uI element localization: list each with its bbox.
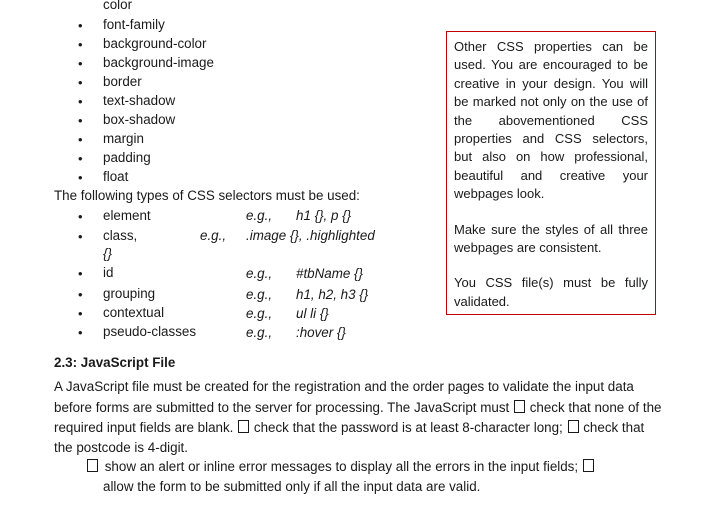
text-fragment: check that none of the <box>529 400 662 415</box>
paragraph-line: the postcode is 4-digit. <box>54 440 188 455</box>
text-fragment: show an alert or inline error messages to display all the errors in the input fields; <box>104 459 579 474</box>
paragraph-line <box>54 420 644 435</box>
bullet-icon: • <box>78 229 83 244</box>
paragraph-line: allow the form to be submitted only if all the input data are valid. <box>103 479 481 494</box>
bullet-icon: • <box>78 209 83 224</box>
list-item: padding <box>103 150 151 165</box>
bullet-icon: • <box>78 75 83 90</box>
list-item: background-color <box>103 36 207 51</box>
list-item: color <box>103 0 133 12</box>
bullet-icon: • <box>78 113 83 128</box>
list-item: border <box>103 74 142 89</box>
bullet-icon: • <box>78 94 83 109</box>
bullet-icon: • <box>78 151 83 166</box>
section-heading: 2.3: JavaScript File <box>54 355 176 370</box>
side-note-box <box>446 31 656 315</box>
bullet-icon: • <box>78 170 83 185</box>
bullet-icon: • <box>78 266 83 281</box>
selector-example-continuation: {} <box>103 246 112 261</box>
list-item: font-family <box>103 17 165 32</box>
selector-name: pseudo-classes <box>103 324 197 339</box>
selector-eg: e.g., <box>200 228 227 243</box>
checkbox-glyph-icon <box>568 420 579 433</box>
list-item: float <box>103 169 129 184</box>
bullet-icon: • <box>78 18 83 33</box>
bullet-icon: • <box>78 56 83 71</box>
checkbox-glyph-icon <box>87 459 98 472</box>
text-fragment: required input fields are blank. <box>54 420 234 435</box>
list-item: margin <box>103 131 144 146</box>
selector-eg: e.g., <box>246 325 273 340</box>
selector-example: :hover {} <box>296 325 346 340</box>
list-item: background-image <box>103 55 214 70</box>
bullet-icon: • <box>78 132 83 147</box>
selector-example: h1 {}, p {} <box>296 208 352 223</box>
side-note-paragraph: You CSS file(s) must be fully validated. <box>454 275 648 309</box>
bullet-icon: • <box>78 306 83 321</box>
selector-name: id <box>103 265 114 280</box>
selector-name: class, <box>103 228 138 243</box>
paragraph-line <box>86 459 595 474</box>
paragraph-line <box>54 400 661 415</box>
text-fragment: before forms are submitted to the server for processing. The JavaScript must <box>54 400 510 415</box>
selector-example: #tbName {} <box>296 266 363 281</box>
selector-name: element <box>103 208 151 223</box>
selector-name: contextual <box>103 305 165 320</box>
side-note-paragraph: Other CSS properties can be used. You are encouraged to be creative in your design. You will be marked not only on the use of the abovementioned CSS properties and CSS selectors, but also on how professional, beautiful and creative your webpages look. <box>454 39 648 202</box>
paragraph-line: A JavaScript file must be created for the registration and the order pages to validate the input data <box>54 379 634 394</box>
checkbox-glyph-icon <box>514 400 525 413</box>
selector-eg: e.g., <box>246 208 273 223</box>
text-fragment: check that <box>583 420 645 435</box>
bullet-icon: • <box>78 287 83 302</box>
checkbox-glyph-icon <box>583 459 594 472</box>
bullet-icon: • <box>78 325 83 340</box>
selector-example: h1, h2, h3 {} <box>296 287 369 302</box>
selector-eg: e.g., <box>246 306 273 321</box>
side-note-paragraph: Make sure the styles of all three webpages are consistent. <box>454 221 648 256</box>
selector-eg: e.g., <box>246 266 273 281</box>
selector-name: grouping <box>103 286 156 301</box>
selector-eg: e.g., <box>246 287 273 302</box>
selector-example: ul li {} <box>296 306 329 321</box>
selector-example: .image {}, .highlighted <box>246 228 375 243</box>
list-item: text-shadow <box>103 93 176 108</box>
list-item: box-shadow <box>103 112 176 127</box>
bullet-icon: • <box>78 37 83 52</box>
text-fragment: check that the password is at least 8-character long; <box>253 420 563 435</box>
checkbox-glyph-icon <box>238 420 249 433</box>
selectors-intro: The following types of CSS selectors must be used: <box>54 188 360 203</box>
